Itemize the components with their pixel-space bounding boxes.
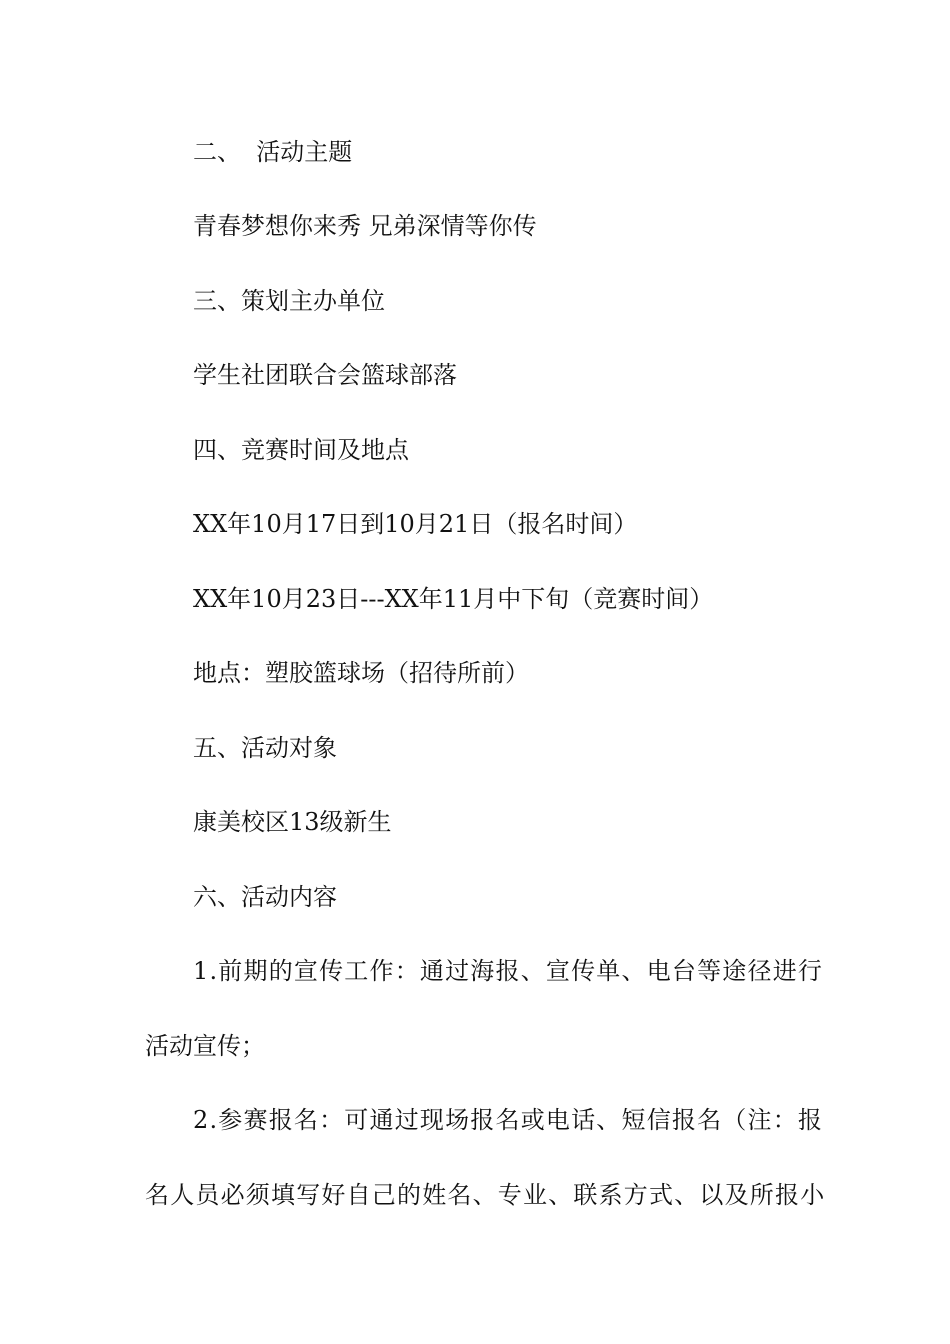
content-item-2-line-2: 名人员必须填写好自己的姓名、专业、联系方式、以及所报小 (145, 1181, 826, 1209)
section-heading-audience: 五、活动对象 (193, 734, 337, 762)
audience-text: 康美校区13级新生 (193, 808, 392, 836)
section-heading-organizer: 三、策划主办单位 (193, 287, 385, 315)
section-heading-time-place: 四、竞赛时间及地点 (193, 436, 409, 464)
content-item-1-line-1: 1.前期的宣传工作：通过海报、宣传单、电台等途径进行 (193, 957, 824, 985)
section-heading-content: 六、活动内容 (193, 883, 337, 911)
competition-time-text: XX年10月23日---XX年11月中下旬（竞赛时间） (193, 585, 714, 613)
registration-time-text: XX年10月17日到10月21日（报名时间） (193, 510, 638, 538)
location-text: 地点：塑胶篮球场（招待所前） (193, 659, 529, 687)
organizer-text: 学生社团联合会篮球部落 (193, 361, 457, 389)
content-item-2-line-1: 2.参赛报名：可通过现场报名或电话、短信报名（注：报 (193, 1106, 824, 1134)
theme-text: 青春梦想你来秀 兄弟深情等你传 (193, 212, 537, 240)
content-item-1-line-2: 活动宣传； (145, 1032, 265, 1060)
section-heading-theme: 二、 活动主题 (193, 138, 353, 166)
